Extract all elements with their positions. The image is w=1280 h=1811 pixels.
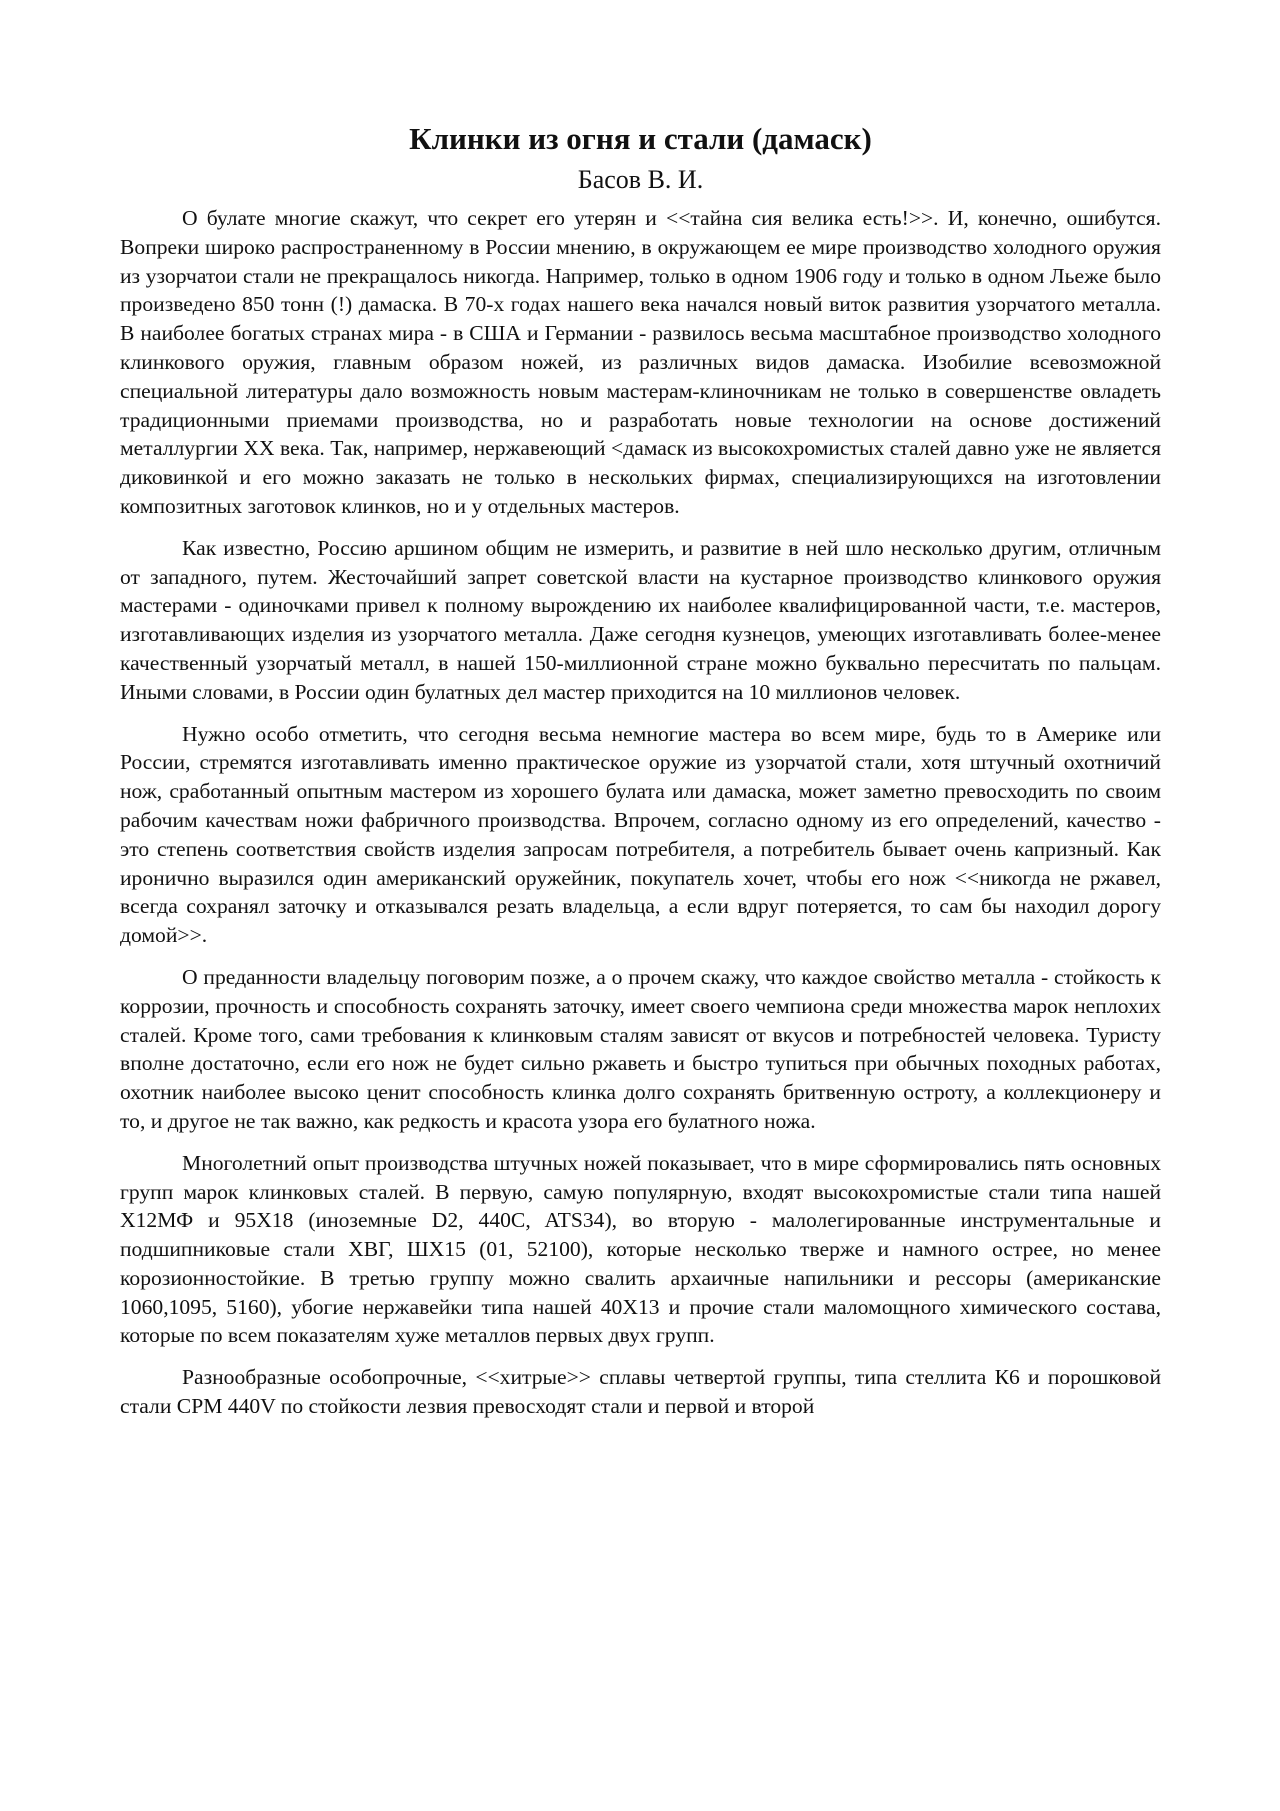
document-page — [120, 118, 1161, 1434]
paragraph-2: Как известно, Россию аршином общим не измерить, и развитие в ней шло несколько другим, отличным от западного, путем. Жесточайший запрет советской власти на кустарное производство клинкового оружия мастерами - одиночками привел к полному вырождению их наиболее квалифицированной части, т.е. мастеров, изготавливающих изделия из узорчатого металла. Даже сегодня кузнецов, умеющих изготавливать более-менее качественный узорчатый металл, в нашей 150-миллионной стране можно буквально пересчитать по пальцам. Иными словами, в России один булатных дел мастер приходится на 10 миллионов человек. — [120, 535, 1161, 704]
document-author: Басов В. И. — [577, 165, 704, 194]
paragraph-6: Разнообразные особопрочные, <<хитрые>> сплавы четвертой группы, типа стеллита К6 и порошковой стали СРМ 440V по стойкости лезвия превосходят стали и первой и второй — [120, 1365, 1161, 1419]
paragraph-4: О преданности владельцу поговорим позже, а о прочем скажу, что каждое свойство металла - стойкость к коррозии, прочность и способность сохранять заточку, имеет своего чемпиона среди множества марок неплохих сталей. Кроме того, сами требования к клинковым сталям зависят от вкусов и потребностей человека. Туристу вполне достаточно, если его нож не будет сильно ржаветь и быстро тупиться при обычных походных работах, охотник наиболее высоко ценит способность клинка долго сохранять бритвенную остроту, а коллекционеру и то, и другое не так важно, как редкость и красота узора его булатного ножа. — [120, 964, 1161, 1133]
paragraph-3: Нужно особо отметить, что сегодня весьма немногие мастера во всем мире, будь то в Америке или России, стремятся изготавливать именно практическое оружие из узорчатой стали, хотя штучный охотничий нож, сработанный опытным мастером из хорошего булата или дамаска, может заметно превосходить по своим рабочим качествам ножи фабричного производства. Впрочем, согласно одному из его определений, качество - это степень соответствия свойств изделия запросам потребителя, а потребитель бывает очень капризный. Как иронично выразился один американский оружейник, покупатель хочет, чтобы его нож <<никогда не ржавел, всегда сохранял заточку и отказывался резать владельца, а если вдруг потеряется, то сам бы находил дорогу домой>>. — [120, 721, 1161, 948]
document-title: Клинки из огня и стали (дамаск) — [409, 121, 872, 156]
paragraph-5: Многолетний опыт производства штучных ножей показывает, что в мире сформировались пять основных групп марок клинковых сталей. В первую, самую популярную, входят высокохромистые стали типа нашей Х12МФ и 95Х18 (иноземные D2, 440C, ATS34), во вторую - малолегированные инструментальные и подшипниковые стали ХВГ, ШХ15 (01, 52100), которые несколько тверже и намного острее, но менее корозионностойкие. В третью группу можно свалить архаичные напильники и рессоры (американские 1060,1095, 5160), убогие нержавейки типа нашей 40Х13 и прочие стали маломощного химического состава, которые по всем показателям хуже металлов первых двух групп. — [120, 1150, 1161, 1348]
paragraph-1: О булате многие скажут, что секрет его утерян и <<тайна сия велика есть!>>. И, конечно, ошибутся. Вопреки широко распространенному в России мнению, в окружающем ее мире производство холодного оружия из узорчатои стали не прекращалось никогда. Например, только в одном 1906 году и только в одном Льеже было произведено 850 тонн (!) дамаска. В 70-х годах нашего века начался новый виток развития узорчатого металла. В наиболее богатых странах мира - в США и Германии - развилось весьма масштабное производство холодного клинкового оружия, главным образом ножей, из различных видов дамаска. Изобилие всевозможной специальной литературы дало возможность новым мастерам-клиночникам не только в совершенстве овладеть традиционными приемами производства, но и разработать новые технологии на основе достижений металлургии XX века. Так, например, нержавеющий <дамаск из высокохромистых сталей давно уже не является диковинкой и его можно заказать не только в нескольких фирмах, специализирующихся на изготовлении композитных заготовок клинков, но и у отдельных мастеров. — [120, 206, 1161, 518]
